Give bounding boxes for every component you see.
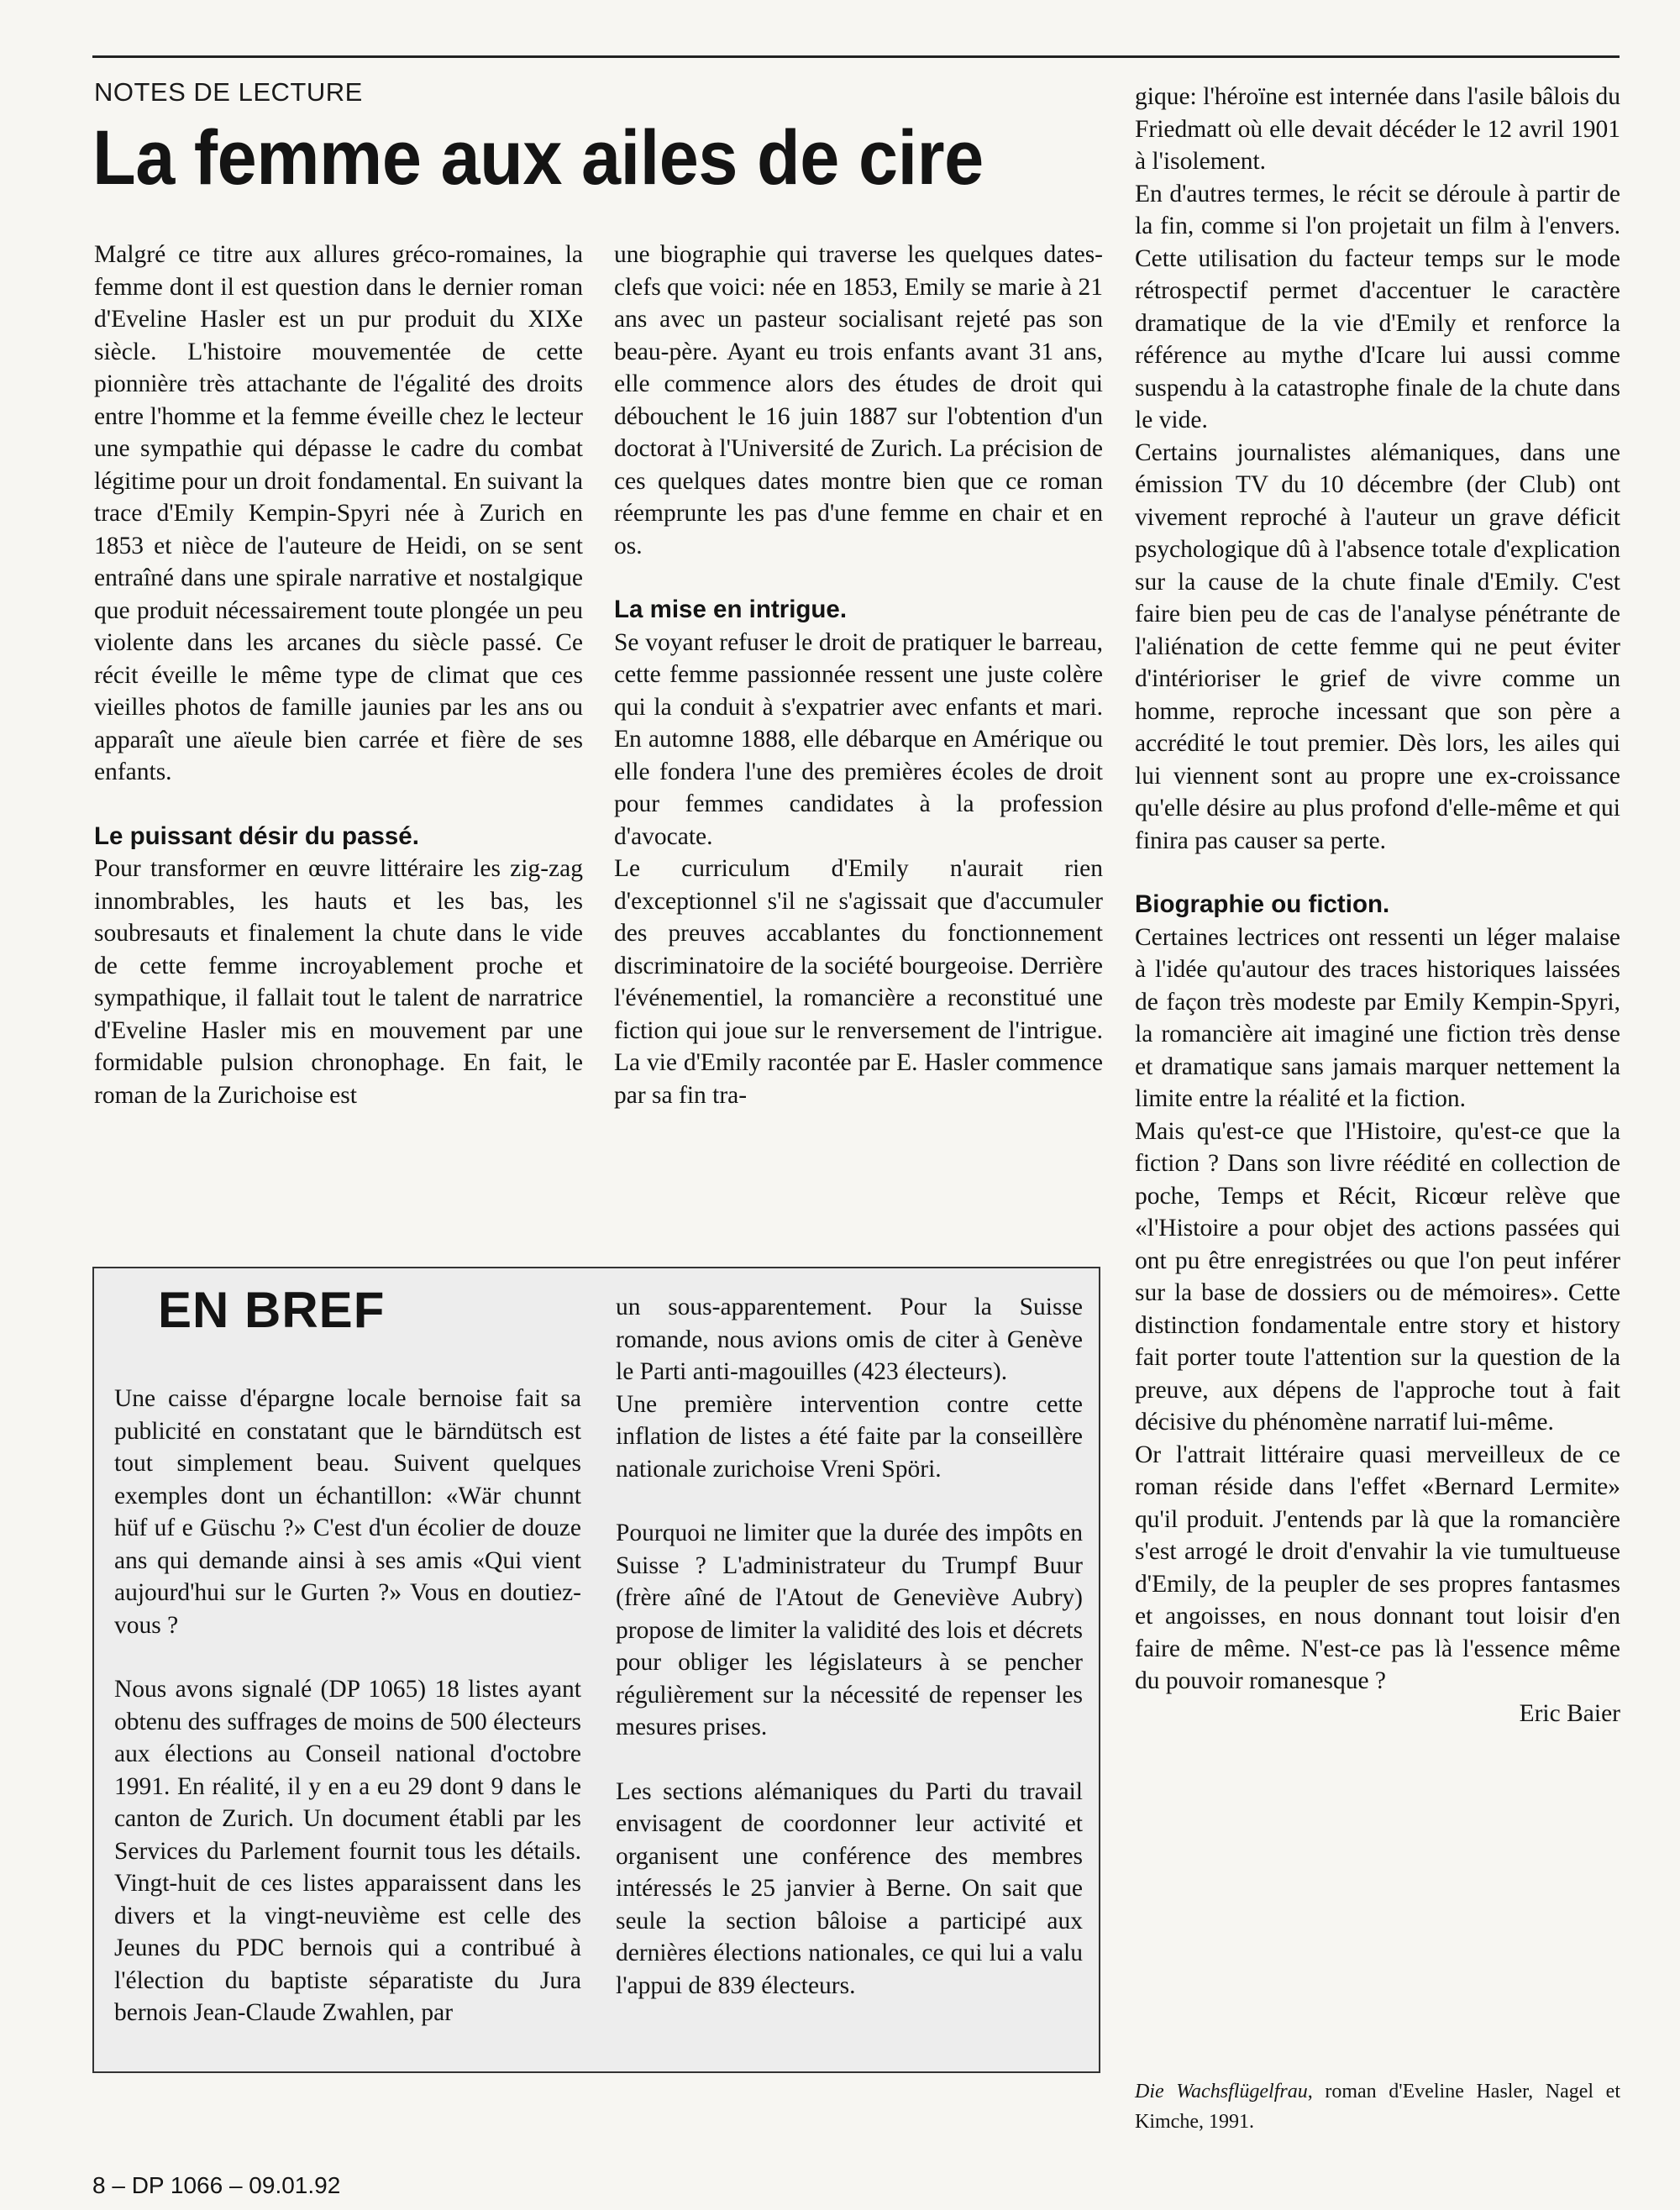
section-kicker: NOTES DE LECTURE	[94, 77, 363, 107]
paragraph: Mais qu'est-ce que l'Histoire, qu'est-ce que la fiction ? Dans son livre réédité en collection de poche, Temps et Récit, Ricœur relève que «l'Histoire a pour objet des actions passées qui ont pu être enregistrées ou que l'on peut inférer sur la base de dossiers ou de mémoires». Cette distinction fondamentale entre story et history fait porter toute l'attention sur la question de la preuve, aux dépens de l'approche tout à fait décisive du phénomène narratif lui-même.	[1135, 1117, 1620, 1436]
paragraph: Se voyant refuser le droit de pratiquer le barreau, cette femme passionnée ressent une juste colère qui la conduit à s'expatrier avec enfants et mari. En automne 1888, elle débarque en Amérique ou elle fondera l'une des premières écoles de droit pour femmes candidates à la profession d'avocate.	[614, 628, 1103, 850]
brief-item: un sous-apparentement. Pour la Suisse romande, nous avions omis de citer à Genève le Parti anti-magouilles (423 électeurs).	[616, 1294, 1083, 1385]
subheading: La mise en intrigue.	[614, 596, 848, 623]
author-signature: Eric Baier	[1519, 1699, 1620, 1727]
book-reference	[1135, 2076, 1620, 2137]
paragraph: Pour transformer en œuvre littéraire les zig-zag innombrables, les hauts et les bas, les soubresauts et finalement la chute dans le vide de cette femme incroyablement proche et sympathique, il fallait tout le talent de narratrice d'Eveline Hasler mis en mouvement par une formidable pulsion chronophage. En fait, le roman de la Zurichoise est	[94, 855, 583, 1109]
page-folio: 8 – DP 1066 – 09.01.92	[92, 2172, 341, 2198]
paragraph: Certains journalistes alémaniques, dans une émission TV du 10 décembre (der Club) ont vivement reproché à l'auteur un grave déficit psychologique dû à l'absence totale d'explication sur la cause de la chute finale d'Emily. C'est faire bien peu de cas de l'analyse pénétrante de l'aliénation de cette femme qui ne peut éviter d'intérioriser le grief de vivre comme un homme, reproche incessant que son père a accrédité le tout premier. Dès lors, les ailes qui lui viennent sont au propre une ex-croissance qu'elle désire au plus profond d'elle-même et qui finira pas causer sa perte.	[1135, 438, 1620, 854]
article-column-1	[94, 239, 583, 1111]
paragraph: Malgré ce titre aux allures gréco-romaines, la femme dont il est question dans le dernier roman d'Eveline Hasler est un pur produit du XIXe siècle. L'histoire mouvementée de cette pionnière très attachante de l'égalité des droits entre l'homme et la femme éveille chez le lecteur une sympathie qui dépasse le cadre du combat légitime pour un droit fondamental. En suivant la trace d'Emily Kempin-Spyri née à Zurich en 1853 et nièce de l'auteure de Heidi, on se sent entraîné dans une spirale narrative et nostalgique que produit nécessairement toute plongée un peu violente dans les arcanes du siècle passé. Ce récit éveille le même type de climat que ces vieilles photos de famille jaunies par les ans ou apparaît une aïeule bien carrée et fière de ses enfants.	[94, 241, 583, 785]
paragraph: une biographie qui traverse les quelques dates-clefs que voici: née en 1853, Emily se marie à 21 ans avec un pasteur socialisant rejeté pas son beau-père. Ayant eu trois enfants avant 31 ans, elle commence alors des études de droit qui débouchent le 16 juin 1887 sur l'obtention d'un doctorat à l'Université de Zurich. La précision de ces quelques dates montre bien que ce roman réemprunte les pas d'une femme en chair et en os.	[614, 241, 1103, 559]
brief-item: Nous avons signalé (DP 1065) 18 listes ayant obtenu des suffrages de moins de 500 électeurs aux élections au Conseil national d'octobre 1991. En réalité, il y en a eu 29 dont 9 dans le canton de Zurich. Un document établi par les Services du Parlement fournit tous les détails. Vingt-huit de ces listes apparaissent dans les divers et la vingt-neuvième est celle des Jeunes du PDC bernois qui a contribué à l'élection du baptiste séparatiste du Jura bernois Jean-Claude Zwahlen, par	[114, 1676, 581, 2026]
book-details: , roman d'Eveline Hasler, Nagel et Kimche, 1991.	[1135, 2081, 1620, 2133]
en-bref-column-2	[616, 1291, 1083, 2002]
paragraph: Or l'attrait littéraire quasi merveilleux de ce roman réside dans l'effet «Bernard Lermite» qu'il produit. J'entends par là que la romancière s'est arrogé le droit d'envahir la vie tumultueuse d'Emily, de la peupler de ses propres fantasmes et angoisses, en nous donnant tout loisir d'en faire de même. N'est-ce pas là l'essence même du pouvoir romanesque ?	[1135, 1441, 1620, 1694]
en-bref-column-1	[114, 1383, 581, 2029]
book-title: Die Wachsflügelfrau	[1135, 2081, 1308, 2102]
paragraph: En d'autres termes, le récit se déroule à partir de la fin, comme si l'on projetait un film à l'envers. Cette utilisation du facteur temps sur le mode rétrospectif permet d'accentuer le caractère dramatique de la vie d'Emily et renforce la référence au mythe d'Icare lui aussi comme suspendu à la catastrophe finale de la chute dans le vide.	[1135, 180, 1620, 433]
brief-item: Les sections alémaniques du Parti du travail envisagent de coordonner leur activité et organisent une conférence des membres intéressés le 25 janvier à Berne. On sait que seule la section bâloise a participé aux dernières élections nationales, ce qui lui a valu l'appui de 839 électeurs.	[616, 1777, 1083, 1999]
article-column-2	[614, 239, 1103, 1111]
paragraph: Certaines lectrices ont ressenti un léger malaise à l'idée qu'autour des traces historiques laissées de façon très modeste par Emily Kempin-Spyri, la romancière ait imaginé une fiction très dense et dramatique sans jamais marquer nettement la limite entre la réalité et la fiction.	[1135, 923, 1620, 1112]
brief-item: Une caisse d'épargne locale bernoise fait sa publicité en constatant que le bärndütsch est tout simplement beau. Suivent quelques exemples dont un échantillon: «Wär chunnt hüf uf e Güschu ?» C'est d'un écolier de douze ans qui demande ainsi à ses amis «Qui vient aujourd'hui sur le Gurten ?» Vous en doutiez-vous ?	[114, 1385, 581, 1639]
article-column-3	[1135, 81, 1620, 1730]
subheading: Biographie ou fiction.	[1135, 890, 1390, 918]
paragraph: Le curriculum d'Emily n'aurait rien d'exceptionnel s'il ne s'agissait que d'accumuler des preuves accablantes du fonctionnement discriminatoire de la société bourgeoise. Derrière l'événementiel, la romancière a reconstitué une fiction qui joue sur le renversement de l'intrigue. La vie d'Emily racontée par E. Hasler commence par sa fin tra-	[614, 855, 1103, 1109]
en-bref-title: EN BREF	[158, 1282, 386, 1338]
top-rule	[92, 55, 1620, 58]
brief-item: Pourquoi ne limiter que la durée des impôts en Suisse ? L'administrateur du Trumpf Buur (frère aîné de l'Atout de Geneviève Aubry) propose de limiter la validité des lois et décrets pour obliger les législateurs à se pencher régulièrement sur la nécessité de repenser les mesures prises.	[616, 1520, 1083, 1740]
brief-item: Une première intervention contre cette inflation de listes a été faite par la conseillère nationale zurichoise Vreni Spöri.	[616, 1390, 1083, 1483]
paragraph: gique: l'héroïne est internée dans l'asile bâlois du Friedmatt où elle devait décéder le 12 avril 1901 à l'isolement.	[1135, 83, 1620, 175]
article-title: La femme aux ailes de cire	[92, 115, 984, 201]
subheading: Le puissant désir du passé.	[94, 822, 419, 850]
